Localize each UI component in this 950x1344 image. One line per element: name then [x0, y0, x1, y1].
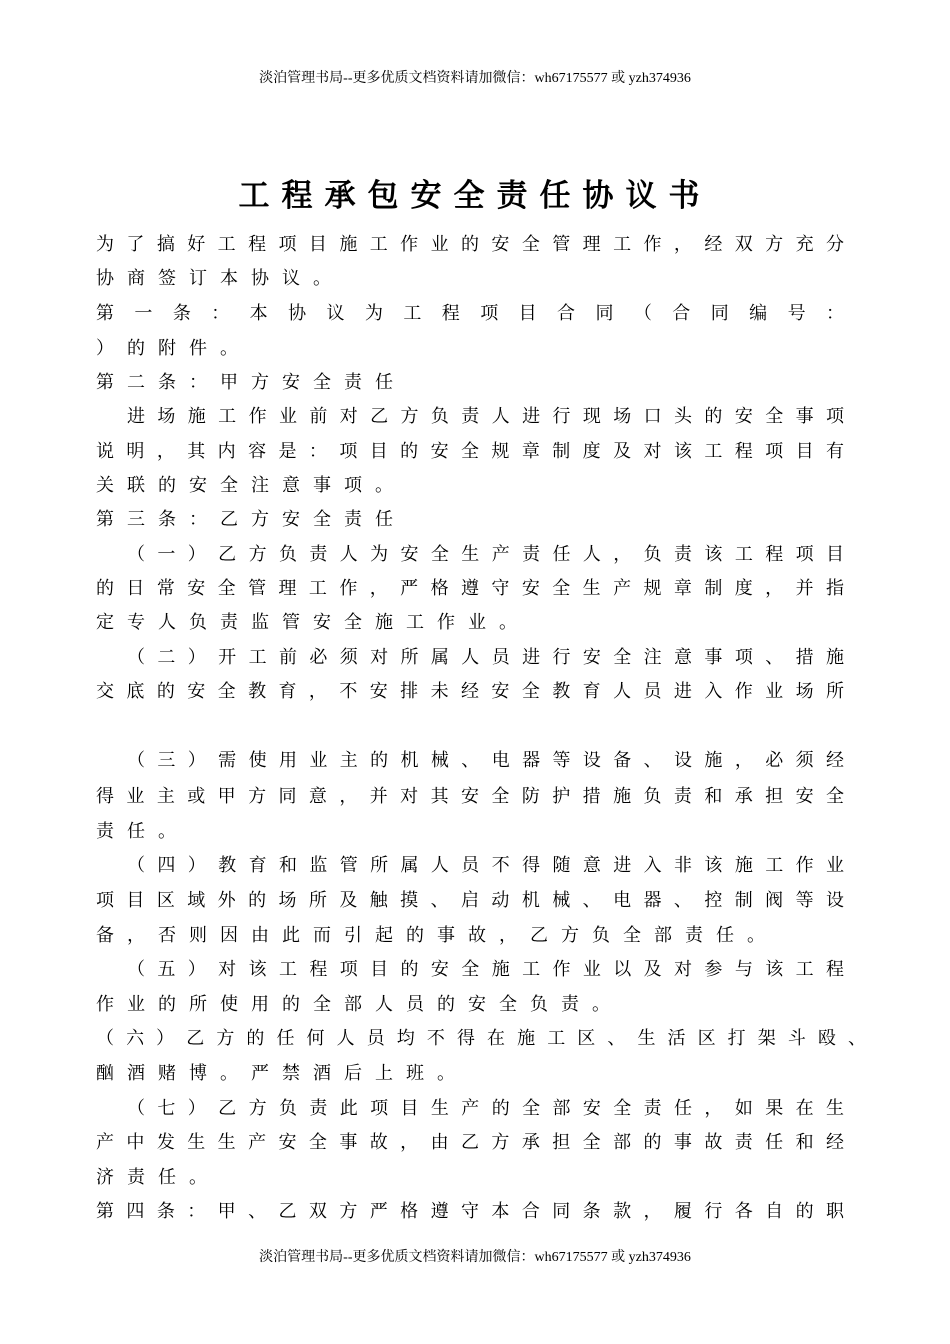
section-heading: 第三条：乙方安全责任: [96, 509, 406, 530]
page-header: 淡泊管理书局--更多优质文档资料请加微信：wh67175577 或 yzh374936: [259, 71, 691, 86]
body-line: 进场施工作业前对乙方负责人进行现场口头的安全事项: [127, 406, 844, 427]
body-line: 交底的安全教育，不安排未经安全教育人员进入作业场所: [96, 681, 844, 702]
body-line: 责任。: [96, 821, 189, 842]
page-footer: 淡泊管理书局--更多优质文档资料请加微信：wh67175577 或 yzh374936: [259, 1250, 691, 1265]
body-line: 为了搞好工程项目施工作业的安全管理工作，经双方充分: [96, 234, 844, 255]
body-line: （一）乙方负责人为安全生产责任人，负责该工程项目: [127, 544, 844, 565]
body-line: 说明，其内容是：项目的安全规章制度及对该工程项目有: [96, 441, 844, 462]
section-heading: 第二条：甲方安全责任: [96, 372, 406, 393]
body-line: 备，否则因由此而引起的事故，乙方负全部责任。: [96, 925, 778, 946]
body-line: 项目区域外的场所及触摸、启动机械、电器、控制阀等设: [96, 890, 844, 911]
body-line: 第 一 条 ： 本 协 议 为 工 程 项 目 合 同 （ 合 同 编 号 ：: [96, 303, 844, 324]
body-line: （四）教育和监管所属人员不得随意进入非该施工作业: [127, 855, 844, 876]
body-line: （二）开工前必须对所属人员进行安全注意事项、措施: [127, 647, 844, 668]
body-line: （六）乙方的任何人员均不得在施工区、生活区打架斗殴、: [96, 1028, 866, 1049]
body-line: 关联的安全注意事项。: [96, 475, 406, 496]
body-line: 产中发生生产安全事故，由乙方承担全部的事故责任和经: [96, 1132, 844, 1153]
body-line: 协商签订本协议。: [96, 268, 344, 289]
body-line: 济责任。: [96, 1167, 220, 1188]
section-heading: 第四条：甲、乙双方严格遵守本合同条款，履行各自的职: [96, 1201, 844, 1222]
body-line: ）的附件。: [96, 338, 251, 359]
body-line: （三）需使用业主的机械、电器等设备、设施，必须经: [127, 750, 844, 771]
body-line: 酗酒赌博。严禁酒后上班。: [96, 1063, 468, 1084]
body-line: 的日常安全管理工作，严格遵守安全生产规章制度，并指: [96, 578, 844, 599]
body-line: 得业主或甲方同意，并对其安全防护措施负责和承担安全: [96, 786, 844, 807]
document-title: 工程承包安全责任协议书: [238, 178, 712, 214]
body-line: （五）对该工程项目的安全施工作业以及对参与该工程: [127, 959, 844, 980]
body-line: 定专人负责监管安全施工作业。: [96, 612, 530, 633]
body-line: （七）乙方负责此项目生产的全部安全责任，如果在生: [127, 1098, 844, 1119]
body-line: 作业的所使用的全部人员的安全负责。: [96, 994, 623, 1015]
